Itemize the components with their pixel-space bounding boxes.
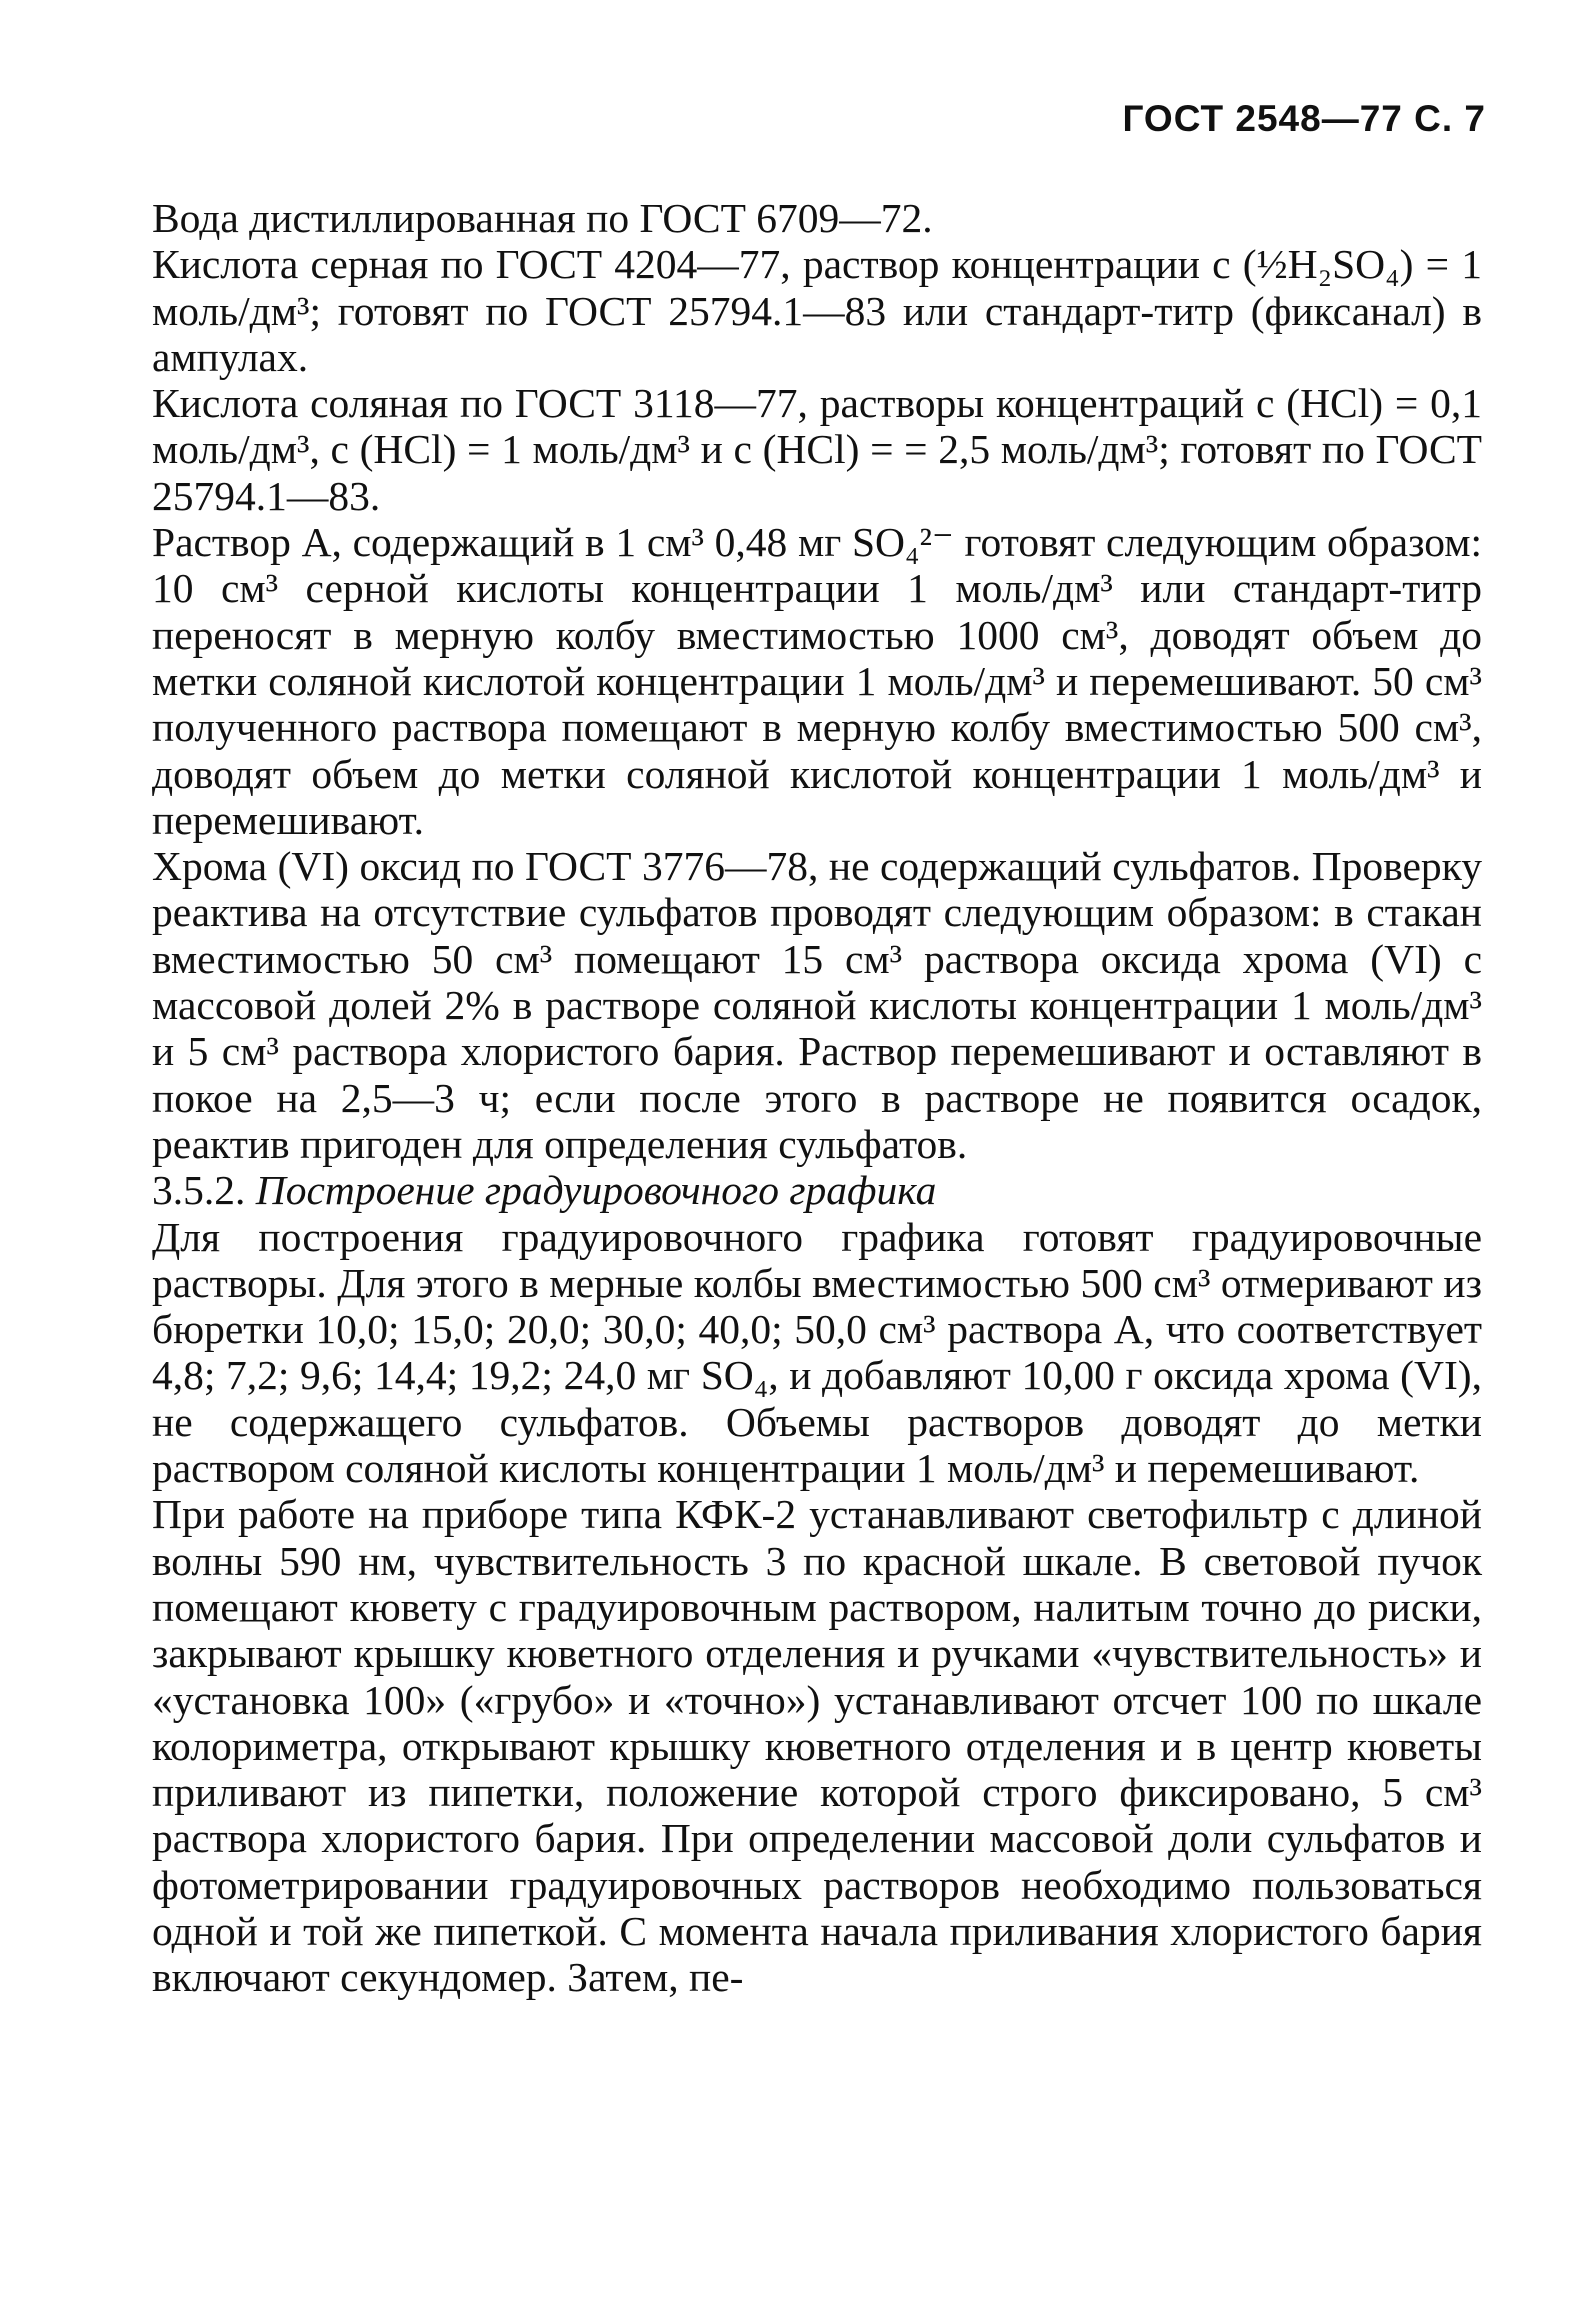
section-heading	[152, 1167, 1482, 1213]
paragraph-solution-a: Раствор А, содержащий в 1 см³ 0,48 мг SO₄²⁻ готовят следующим образом: 10 см³ серной кислоты концентрации 1 моль/дм³ или стандарт-титр переносят в мерную колбу вместимостью 1000 см³, доводят объем до метки соляной кислотой концентрации 1 моль/дм³ и перемешивают. 50 см³ полученного раствора помещают в мерную колбу вместимостью 500 см³, доводят объем до метки соляной кислотой концентрации 1 моль/дм³ и перемешивают.	[152, 519, 1482, 843]
section-title: Построение градуировочного графика	[255, 1167, 937, 1214]
running-header: ГОСТ 2548—77 С. 7	[1122, 98, 1486, 139]
section-number: 3.5.2.	[152, 1167, 246, 1214]
paragraph-hydrochloric-acid: Кислота соляная по ГОСТ 3118—77, растворы концентраций c (HCl) = 0,1 моль/дм³, c (HCl) = 1 моль/дм³ и c (HCl) = = 2,5 моль/дм³; готовят по ГОСТ 25794.1—83.	[152, 380, 1482, 519]
paragraph-calibration-solutions: Для построения градуировочного графика готовят градуировочные растворы. Для этого в мерные колбы вместимостью 500 см³ отмеривают из бюретки 10,0; 15,0; 20,0; 30,0; 40,0; 50,0 см³ раствора А, что соответствует 4,8; 7,2; 9,6; 14,4; 19,2; 24,0 мг SO₄, и добавляют 10,00 г оксида хрома (VI), не содержащего сульфатов. Объемы растворов доводят до метки раствором соляной кислоты концентрации 1 моль/дм³ и перемешивают.	[152, 1213, 1482, 1492]
paragraph-chromium-oxide: Хрома (VI) оксид по ГОСТ 3776—78, не содержащий сульфатов. Проверку реактива на отсутствие сульфатов проводят следующим образом: в стакан вместимостью 50 см³ помещают 15 см³ раствора оксида хрома (VI) с массовой долей 2% в растворе соляной кислоты концентрации 1 моль/дм³ и 5 см³ раствора хлористого бария. Раствор перемешивают и оставляют в покое на 2,5—3 ч; если после этого в растворе не появится осадок, реактив пригоден для определения сульфатов.	[152, 843, 1482, 1167]
paragraph-sulfuric-acid: Кислота серная по ГОСТ 4204—77, раствор концентрации c (½H₂SO₄) = 1 моль/дм³; готовят по ГОСТ 25794.1—83 или стандарт-титр (фиксанал) в ампулах.	[152, 241, 1482, 380]
paragraph-kfk2-procedure: При работе на приборе типа КФК-2 устанавливают светофильтр с длиной волны 590 нм, чувствительность 3 по красной шкале. В световой пучок помещают кювету с градуировочным раствором, налитым точно до риски, закрывают крышку кюветного отделения и ручками «чувствительность» и «установка 100» («грубо» и «точно») устанавливают отсчет 100 по шкале колориметра, открывают крышку кюветного отделения и в центр кюветы приливают из пипетки, положение которой строго фиксировано, 5 см³ раствора хлористого бария. При определении массовой доли сульфатов и фотометрировании градуировочных растворов необходимо пользоваться одной и той же пипеткой. С момента начала приливания хлористого бария включают секундомер. Затем, пе-	[152, 1491, 1482, 2001]
paragraph-water: Вода дистиллированная по ГОСТ 6709—72.	[152, 195, 933, 241]
document-body	[152, 195, 1482, 2001]
